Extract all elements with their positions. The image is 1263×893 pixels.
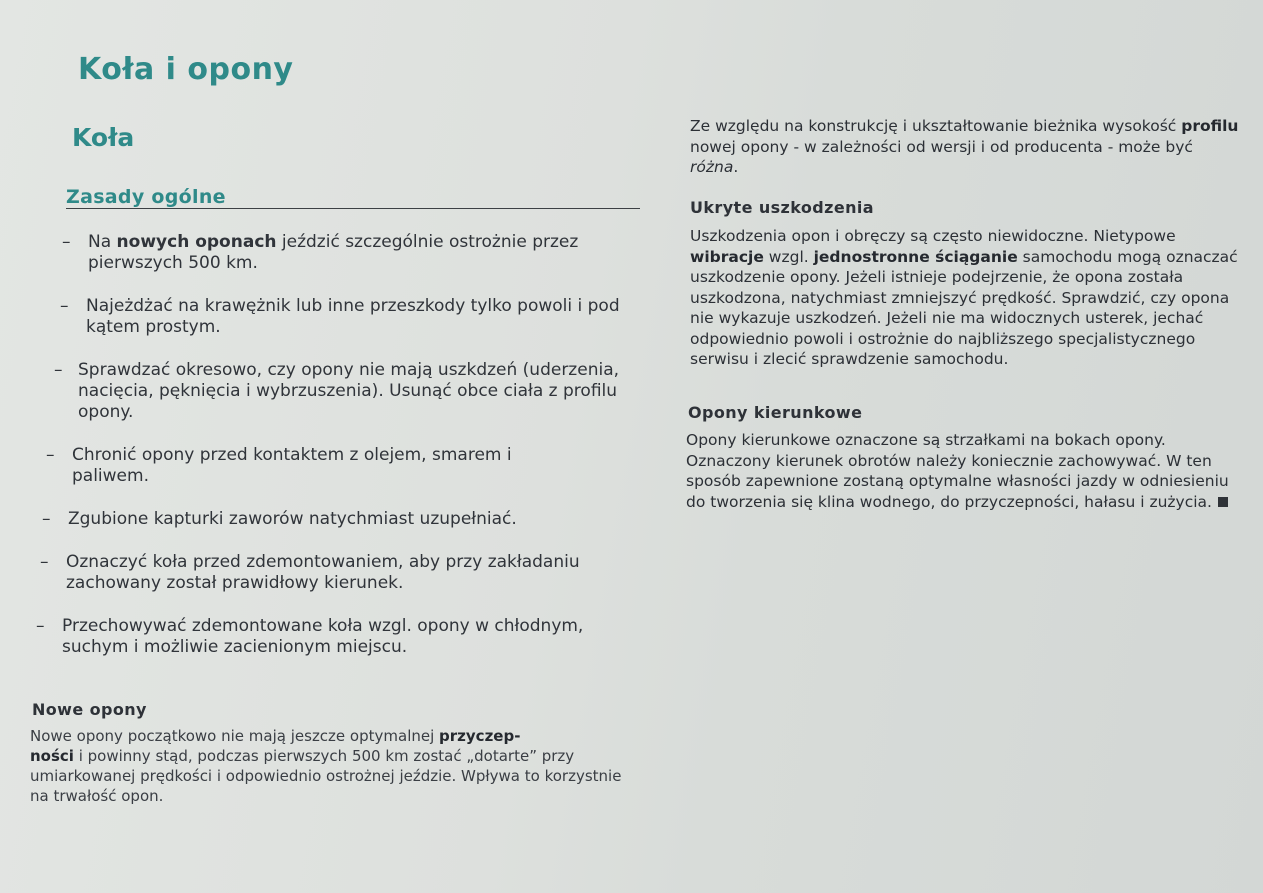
directional-paragraph: Opony kierunkowe oznaczone są strzałkami na bokach opony. Oznaczony kierunek obrotów należy koniecznie zachowywać. W ten sposób zapewnione zostaną optymalne własności jazdy w odniesieniu do tworzenia się klina wodnego, do przyczepności, hałasu i zużycia.: [686, 431, 1229, 511]
bullet-dash: –: [40, 552, 49, 572]
profile-paragraph: Ze względu na konstrukcję i ukształtowanie bieżnika wysokość profilu nowej opony - w zależności od wersji i od producenta - może być różna.: [690, 117, 1239, 176]
new-tires-heading: Nowe opony: [32, 700, 147, 719]
bullet-dash: –: [60, 296, 69, 316]
directional-heading: Opony kierunkowe: [688, 403, 863, 422]
hidden-damage-paragraph: Uszkodzenia opon i obręczy są często niewidoczne. Nietypowe wibracje wzgl. jednostronne ściąganie samochodu mogą oznaczać uszkodzenie opony. Jeżeli istnieje podejrzenie, że opona została uszkodzona, natychmiast zmniejszyć prędkość. Sprawdzić, czy opona nie wykazuje uszkodzeń. Jeżeli nie ma widocznych usterek, jechać odpowiednio powoli i ostrożnie do najbliższego specjalistycznego serwisu i zlecić sprawdzenie samochodu.: [690, 227, 1238, 368]
bullet-dash: –: [46, 445, 55, 465]
list-item: – Sprawdzać okresowo, czy opony nie mają uszkdzeń (uderzenia, nacięcia, pęknięcia i wybrzuszenia). Usunąć obce ciała z profilu opony.: [54, 360, 620, 422]
subsection-heading: Zasady ogólne: [66, 186, 226, 208]
list-item: – Przechowywać zdemontowane koła wzgl. opony w chłodnym, suchym i możliwie zacienionym miejscu.: [36, 616, 584, 657]
bullet-dash: –: [62, 232, 71, 252]
end-of-section-icon: [1218, 497, 1228, 507]
list-item: – Chronić opony przed kontaktem z olejem, smarem i paliwem.: [46, 445, 512, 486]
bullet-dash: –: [54, 360, 63, 380]
new-tires-paragraph: Nowe opony początkowo nie mają jeszcze optymalnej przyczep- ności i powinny stąd, podczas pierwszych 500 km zostać „dotarte” przy umiarkowanej prędkości i odpowiednio ostrożnej jeździe. Wpływa to korzystnie na trwałość opon.: [30, 727, 622, 805]
hidden-damage-heading: Ukryte uszkodzenia: [690, 198, 874, 217]
rules-list: [34, 232, 654, 680]
heading-rule: [66, 208, 640, 209]
bullet-dash: –: [42, 509, 51, 529]
list-item: – Na nowych oponach jeździć szczególnie ostrożnie przez pierwszych 500 km.: [62, 232, 579, 273]
list-item: – Zgubione kapturki zaworów natychmiast uzupełniać.: [42, 509, 517, 529]
bullet-dash: –: [36, 616, 45, 636]
section-heading: Koła: [72, 123, 135, 152]
list-item: – Oznaczyć koła przed zdemontowaniem, aby przy zakładaniu zachowany został prawidłowy kierunek.: [40, 552, 580, 593]
page-title: Koła i opony: [78, 52, 294, 87]
list-item: – Najeżdżać na krawężnik lub inne przeszkody tylko powoli i pod kątem prostym.: [60, 296, 620, 337]
